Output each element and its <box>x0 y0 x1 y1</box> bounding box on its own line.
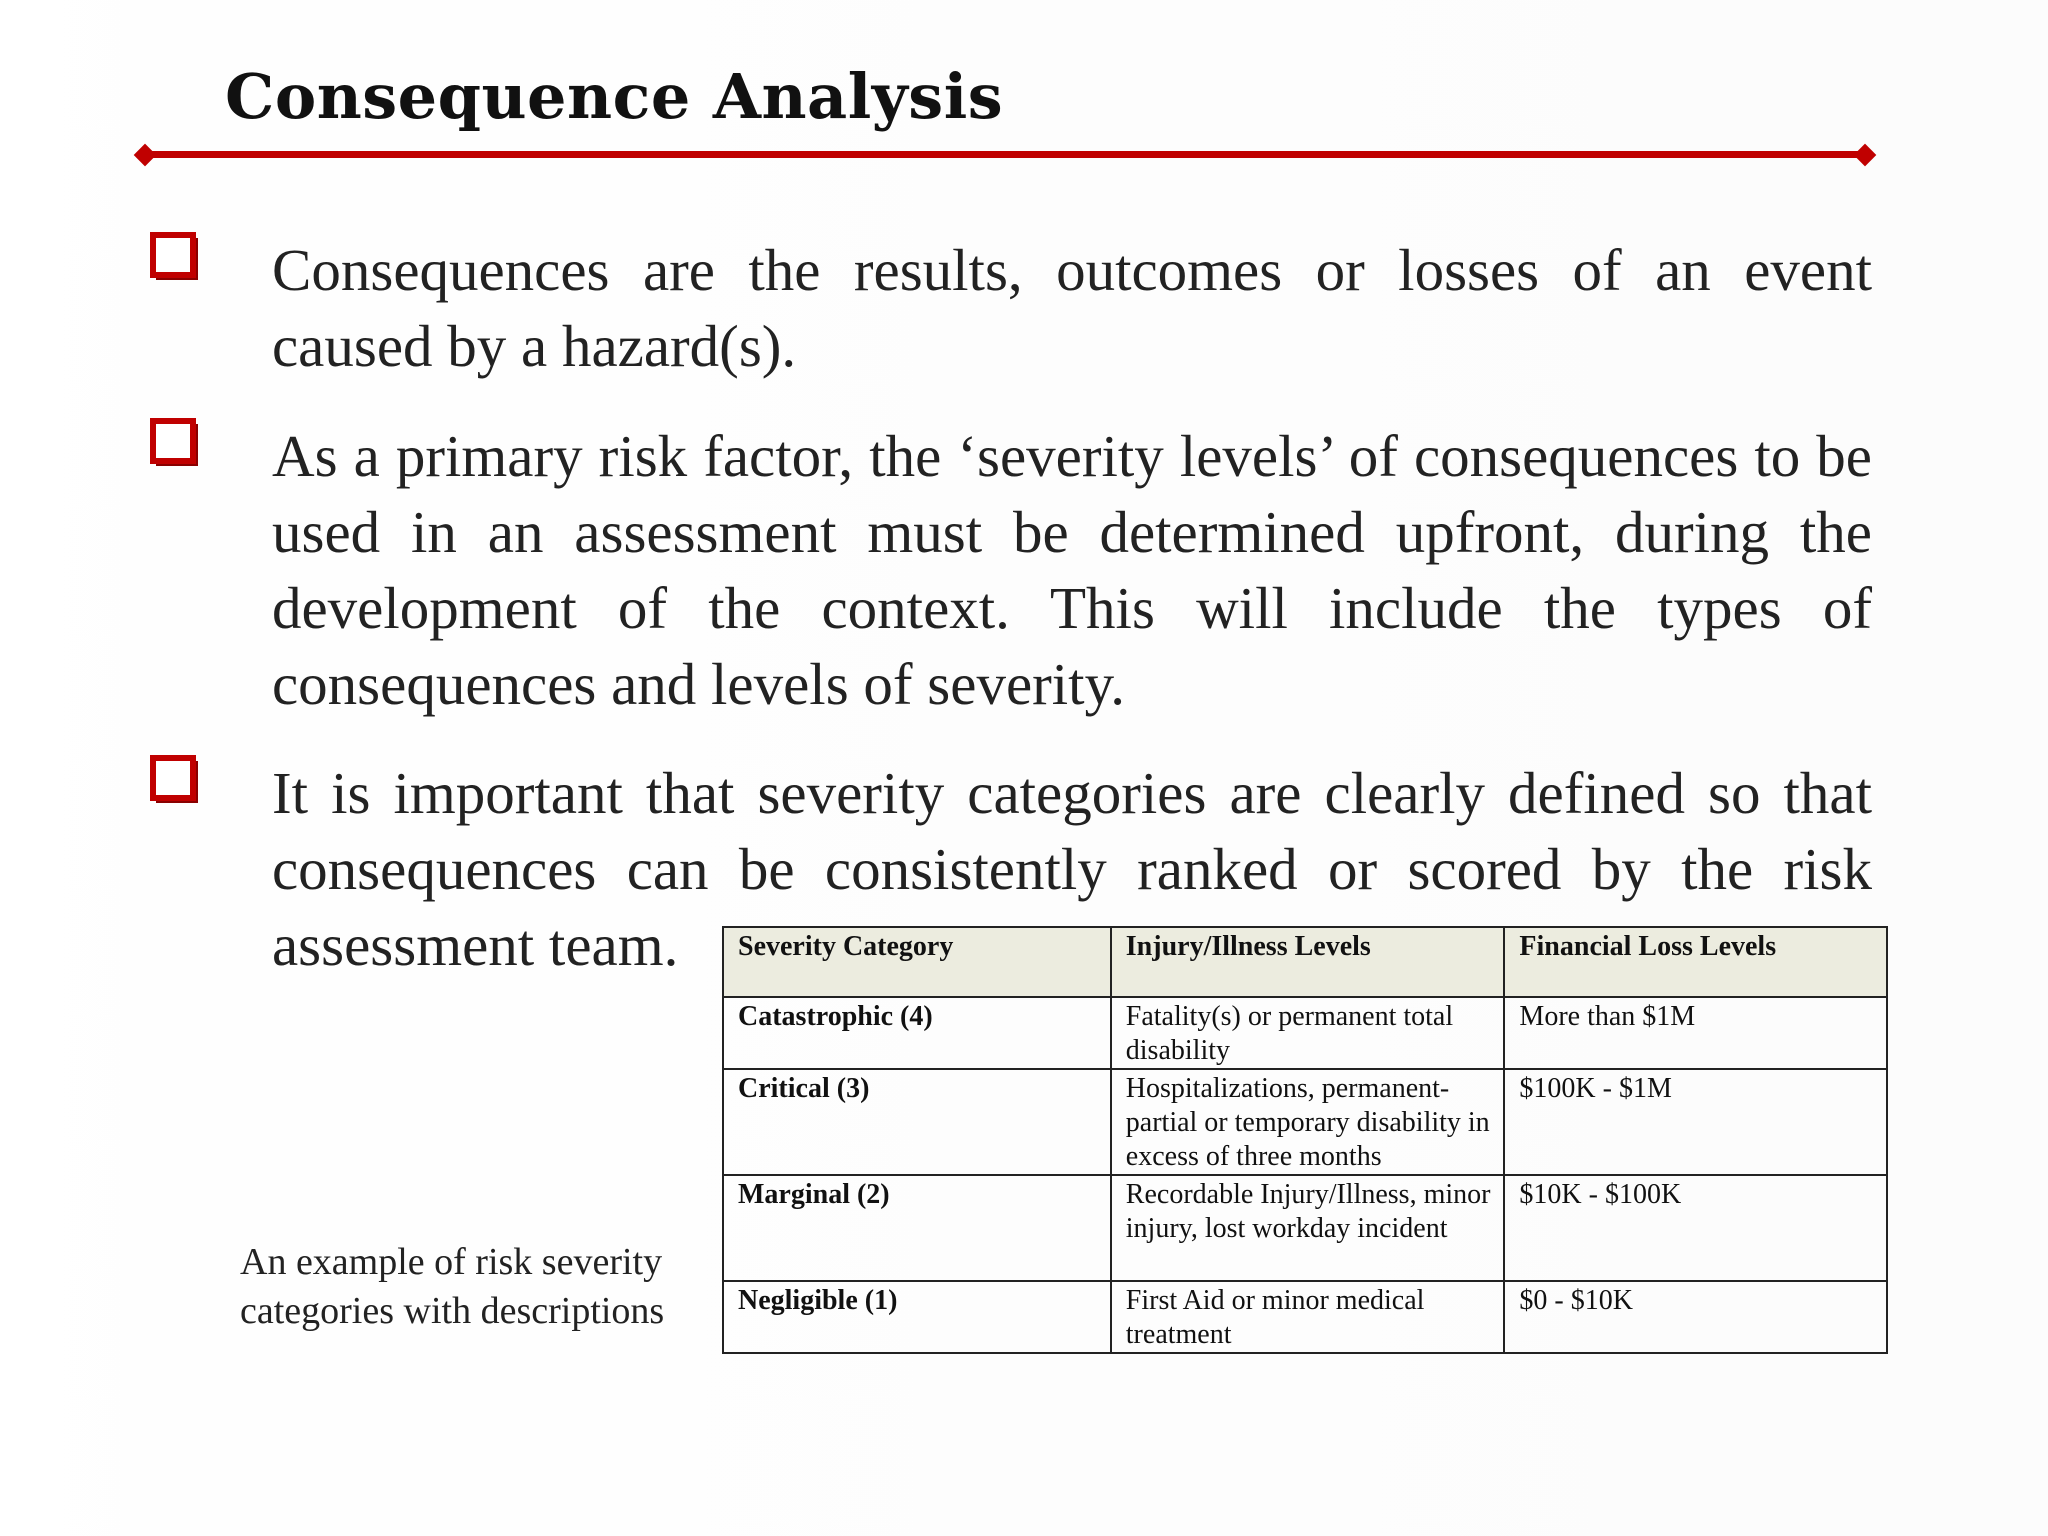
divider-right-diamond-icon <box>1854 144 1877 167</box>
table-row <box>723 1281 1887 1353</box>
table-caption: An example of risk severity categories with descriptions <box>240 1241 665 1332</box>
header-financial-loss-levels: Financial Loss Levels <box>1504 927 1887 997</box>
slide-title: Consequence Analysis <box>225 60 1004 133</box>
square-bullet-icon <box>150 232 198 280</box>
header-injury-illness-levels: Injury/Illness Levels <box>1111 927 1505 997</box>
title-divider <box>140 151 1872 158</box>
severity-category-cell: Marginal (2) <box>723 1175 1111 1281</box>
severity-category-cell: Catastrophic (4) <box>723 997 1111 1069</box>
injury-level-cell: Fatality(s) or permanent total disability <box>1111 997 1505 1069</box>
injury-level-cell: Hospitalizations, permanent-partial or temporary disability in excess of three months <box>1111 1069 1505 1175</box>
financial-loss-cell: $0 - $10K <box>1504 1281 1887 1353</box>
divider-left-diamond-icon <box>134 144 157 167</box>
header-severity-category: Severity Category <box>723 927 1111 997</box>
table-row <box>723 1069 1887 1175</box>
square-bullet-icon <box>150 755 198 803</box>
bullet-text-3-content: It is important that severity categories are clearly defined so that consequences can be consistently ranked or scored by the risk assessment team. <box>272 760 1872 978</box>
table-header-row <box>723 927 1887 997</box>
financial-loss-cell: $100K - $1M <box>1504 1069 1887 1175</box>
bullet-text-1: Consequences are the results, outcomes or losses of an event caused by a hazard(s). <box>272 237 1872 379</box>
injury-level-cell: First Aid or minor medical treatment <box>1111 1281 1505 1353</box>
financial-loss-cell: $10K - $100K <box>1504 1175 1887 1281</box>
bullet-text-2: As a primary risk factor, the ‘severity levels’ of consequences to be used in an assessment must be determined upfront, during the development of the context. This will include the types of consequences and levels of severity. <box>272 423 1872 717</box>
severity-table <box>722 926 1888 1354</box>
square-bullet-icon <box>150 418 198 466</box>
severity-category-cell: Negligible (1) <box>723 1281 1111 1353</box>
table-row <box>723 997 1887 1069</box>
financial-loss-cell: More than $1M <box>1504 997 1887 1069</box>
table-row <box>723 1175 1887 1281</box>
injury-level-cell: Recordable Injury/Illness, minor injury, lost workday incident <box>1111 1175 1505 1281</box>
severity-category-cell: Critical (3) <box>723 1069 1111 1175</box>
